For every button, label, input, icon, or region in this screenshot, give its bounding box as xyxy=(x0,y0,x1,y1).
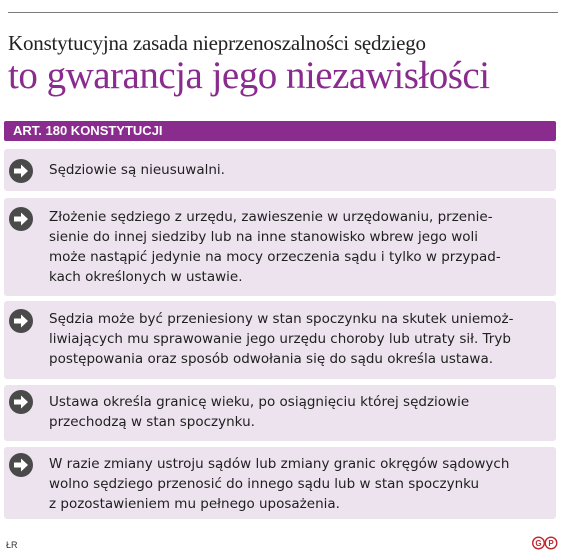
text-line: z pozostawieniem mu pełnego uposażenia. xyxy=(49,496,340,512)
text-line: Złożenie sędziego z urzędu, zawieszenie w urzędowaniu, przenie- xyxy=(49,209,493,225)
list-item-text xyxy=(49,454,549,514)
arrow-right-icon xyxy=(8,308,34,334)
text-line: kach określonych w ustawie. xyxy=(49,269,243,285)
section-header-label: ART. 180 KONSTYTUCJI xyxy=(13,123,163,138)
text-line: Sędziowie są nieusuwalni. xyxy=(49,162,225,178)
top-divider xyxy=(8,12,558,13)
list-item-text xyxy=(49,309,549,369)
author-credit: ŁR xyxy=(6,540,18,550)
text-line: liwiających mu sprawowanie jego urzędu choroby lub utraty sił. Tryb xyxy=(49,331,511,347)
publisher-logo xyxy=(532,536,558,550)
logo-text-p: P xyxy=(548,539,554,548)
arrow-right-icon xyxy=(8,389,34,415)
arrow-right-icon xyxy=(8,158,34,184)
arrow-right-icon xyxy=(8,452,34,478)
text-line: wolno sędziego przenosić do innego sądu lub w stan spoczynku xyxy=(49,476,480,492)
list-item-text xyxy=(49,160,549,180)
list-item-text xyxy=(49,207,549,287)
arrow-right-icon xyxy=(8,206,34,232)
text-line: postępowania oraz sposób odwołania się do sądu określa ustawa. xyxy=(49,351,494,367)
section-header-bar xyxy=(4,121,556,141)
headline-kicker: Konstytucyjna zasada nieprzenoszalności sędziego xyxy=(8,31,426,55)
headline-main: to gwarancja jego niezawisłości xyxy=(8,54,490,97)
logo-text-g: G xyxy=(535,539,542,548)
list-item xyxy=(4,447,556,519)
list-item xyxy=(4,198,556,296)
text-line: przechodzą w stan spoczynku. xyxy=(49,414,255,430)
list-item xyxy=(4,385,556,441)
text-line: sienie do innej siedziby lub na inne stanowisko wbrew jego woli xyxy=(49,229,479,245)
list-item xyxy=(4,149,556,191)
text-line: Ustawa określa granicę wieku, po osiągnięciu której sędziowie xyxy=(49,394,470,410)
text-line: W razie zmiany ustroju sądów lub zmiany granic okręgów sądowych xyxy=(49,456,510,472)
text-line: Sędzia może być przeniesiony w stan spoczynku na skutek uniemoż- xyxy=(49,311,514,327)
list-item xyxy=(4,301,556,379)
text-line: może nastąpić jedynie na mocy orzeczenia sądu i tylko w przypad- xyxy=(49,249,501,265)
list-item-text xyxy=(49,392,549,432)
